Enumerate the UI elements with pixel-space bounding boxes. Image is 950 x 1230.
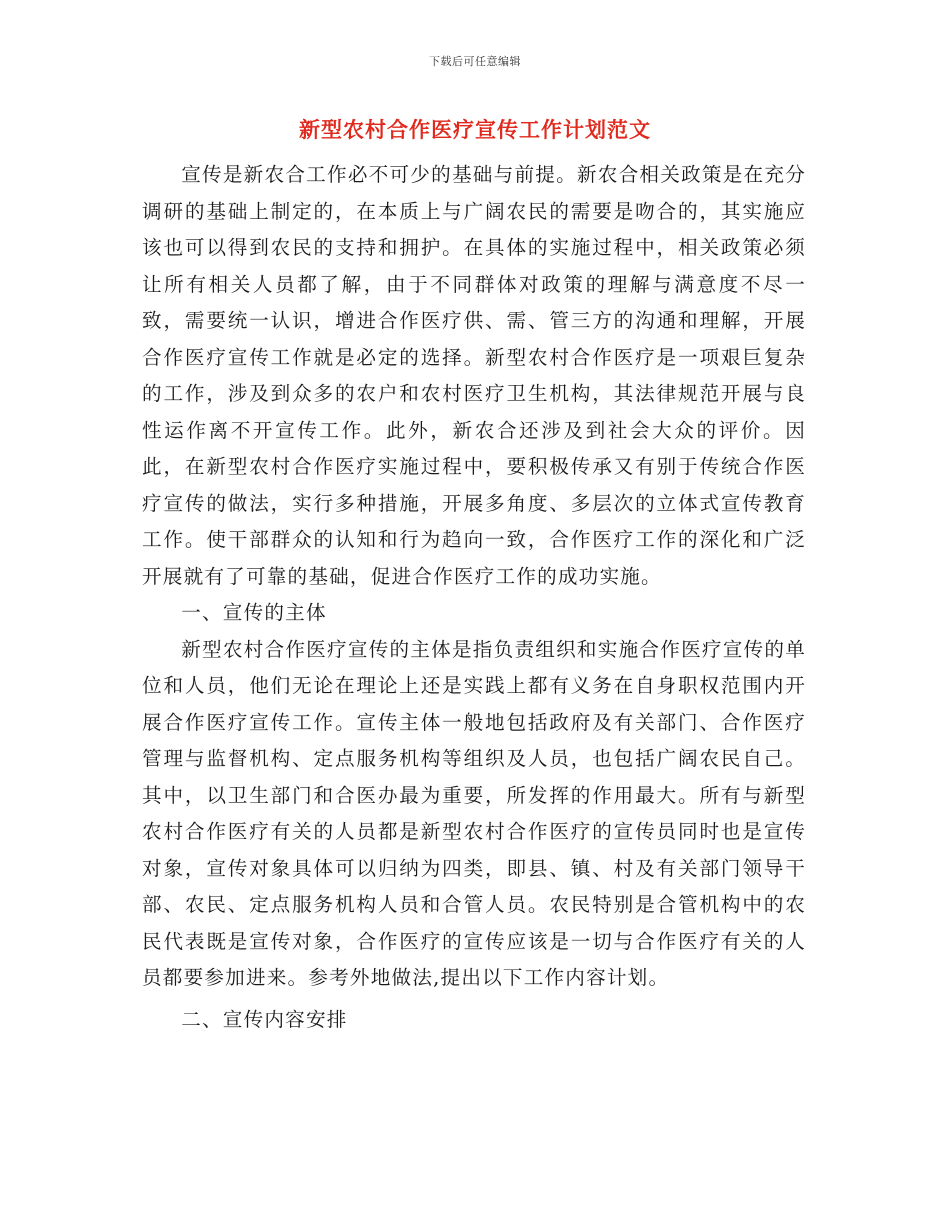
document-title: 新型农村合作医疗宣传工作计划范文 bbox=[299, 117, 651, 142]
section-paragraph-subject: 新型农村合作医疗宣传的主体是指负责组织和实施合作医疗宣传的单位和人员，他们无论在理论上还是实践上都有义务在自身职权范围内开展合作医疗宣传工作。宣传主体一般地包括政府及有关部门、合作医疗管理与监督机构、定点服务机构等组织及人员，也包括广阔农民自己。其中，以卫生部门和合医办最为重要，所发挥的作用最大。所有与新型农村合作医疗有关的人员都是新型农村合作医疗的宣传员同时也是宣传对象，宣传对象具体可以归纳为四类，即县、镇、村及有关部门领导干部、农民、定点服务机构人员和合管人员。农民特别是合管机构中的农民代表既是宣传对象，合作医疗的宣传应该是一切与合作医疗有关的人员都要参加进来。参考外地做法,提出以下工作内容计划。 bbox=[142, 637, 806, 989]
document-body bbox=[142, 157, 806, 1038]
intro-paragraph: 宣传是新农合工作必不可少的基础与前提。新农合相关政策是在充分调研的基础上制定的，在本质上与广阔农民的需要是吻合的，其实施应该也可以得到农民的支持和拥护。在具体的实施过程中，相关政策必须让所有相关人员都了解，由于不同群体对政策的理解与满意度不尽一致，需要统一认识，增进合作医疗供、需、管三方的沟通和理解，开展合作医疗宣传工作就是必定的选择。新型农村合作医疗是一项艰巨复杂的工作，涉及到众多的农户和农村医疗卫生机构，其法律规范开展与良性运作离不开宣传工作。此外，新农合还涉及到社会大众的评价。因此，在新型农村合作医疗实施过程中，要积极传承又有别于传统合作医疗宣传的做法，实行多种措施，开展多角度、多层次的立体式宣传教育工作。使干部群众的认知和行为趋向一致，合作医疗工作的深化和广泛开展就有了可靠的基础，促进合作医疗工作的成功实施。 bbox=[142, 163, 806, 588]
page-header-note: 下载后可任意编辑 bbox=[429, 55, 521, 68]
section-heading-content-plan: 二、宣传内容安排 bbox=[181, 1007, 348, 1031]
section-heading-subject: 一、宣传的主体 bbox=[181, 601, 327, 624]
